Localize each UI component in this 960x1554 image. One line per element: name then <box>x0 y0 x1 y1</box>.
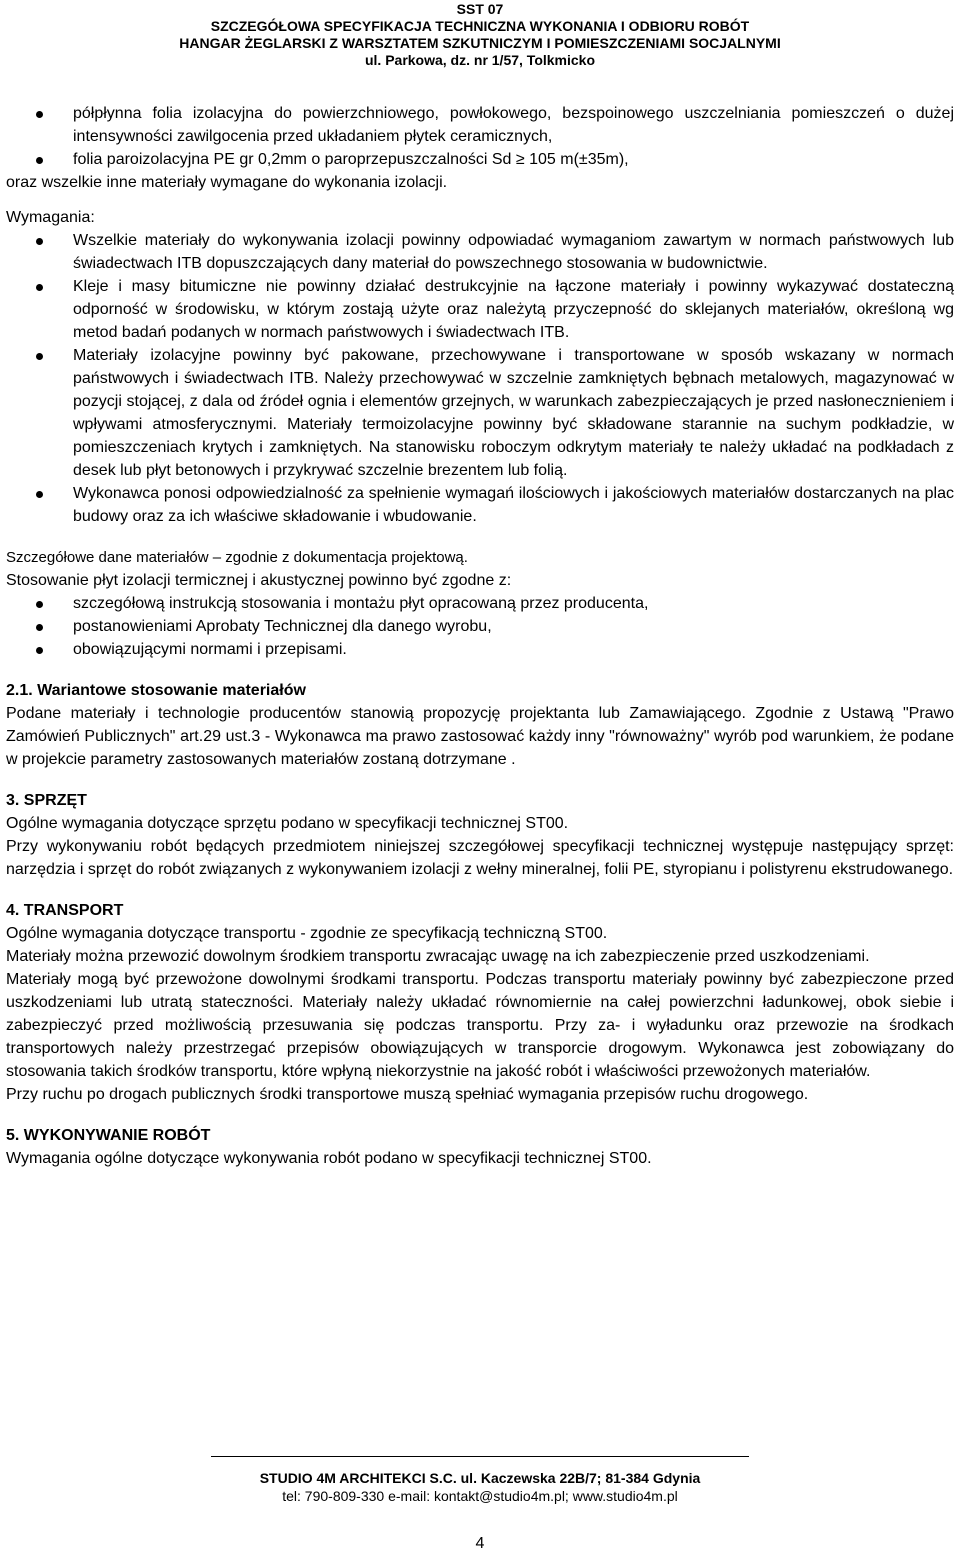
section-3-line-1: Ogólne wymagania dotyczące sprzętu podano w specyfikacji technicznej ST00. <box>6 815 569 832</box>
details-line-2: Stosowanie płyt izolacji termicznej i akustycznej powinno być zgodne z: <box>6 572 512 589</box>
section-4-paragraph-3: Przy ruchu po drogach publicznych środki transportowe muszą spełniać wymagania przepisów ruchu drogowego. <box>6 1086 809 1103</box>
list-item: Kleje i masy bitumiczne nie powinny działać destrukcyjnie na łączone materiały i powinny wykazywać dostateczną odporność w środowisku, w którym zostają użyte oraz należytą przyczepność do sklejanych materiałów, określoną wg metod badań podanych w normach państwowych i świadectwach ITB. <box>6 275 954 344</box>
list-item: Wszelkie materiały do wykonywania izolacji powinny odpowiadać wymaganiom zawartym w normach państwowych lub świadectwach ITB dopuszczających dany materiał do powszechnego stosowania w budownictwie. <box>6 229 954 275</box>
page-header <box>0 0 960 69</box>
page-number: 4 <box>475 1535 485 1552</box>
list-item: Materiały izolacyjne powinny być pakowane, przechowywane i transportowane w sposób wskazany w normach państwowych i świadectwach ITB. Należy przechowywać w szczelnie zamkniętych bębnach metalowych, magazynować w pozycji stojącej, z dala od źródeł ognia i elementów grzejnych, w warunkach zabezpieczających je przed nasłonecznieniem i wpływami atmosferycznymi. Materiały termoizolacyjne powinny być składowane starannie na suchym podkładzie, w pomieszczeniach krytych i zamkniętych. Na stanowisku roboczym odkrytym materiały te należy układać na podkładach z desek lub płyt betonowych i przykrywać szczelnie brezentem lub folią. <box>6 344 954 482</box>
section-4-paragraph-2: Materiały mogą być przewożone dowolnymi środkami transportu. Podczas transportu materiały powinny być zabezpieczone przed uszkodzeniami lub utratą stateczności. Materiały należy układać równomiernie na całej powierzchni ładunkowej, obok siebie i zabezpieczyć przed możliwością przesuwania się podczas transportu. Przy za- i wyładunku oraz przewozie na środkach transportowych należy przestrzegać przepisów obowiązujących w transporcie drogowym. Wykonawca jest zobowiązany do stosowania takich środków transportu, które wpłyną niekorzystnie na jakość robót i właściwości przewożonych materiałów. <box>6 971 954 1080</box>
spec-title: SZCZEGÓŁOWA SPECYFIKACJA TECHNICZNA WYKONANIA I ODBIORU ROBÓT <box>210 18 750 34</box>
spec-code: SST 07 <box>456 1 504 17</box>
list-item: postanowieniami Aprobaty Technicznej dla danego wyrobu, <box>6 615 954 638</box>
project-address: ul. Parkowa, dz. nr 1/57, Tolkmicko <box>364 52 596 68</box>
footer-company: STUDIO 4M ARCHITEKCI S.C. ul. Kaczewska 22B/7; 81-384 Gdynia <box>259 1470 701 1486</box>
footer-divider <box>211 1456 749 1457</box>
section-5-heading: 5. WYKONYWANIE ROBÓT <box>6 1127 211 1144</box>
footer-contact: tel: 790-809-330 e-mail: kontakt@studio4m.pl; www.studio4m.pl <box>282 1488 678 1504</box>
section-2-1-heading: 2.1. Wariantowe stosowanie materiałów <box>6 682 306 699</box>
page-footer <box>0 1456 960 1505</box>
document-body <box>6 102 954 1170</box>
details-list <box>6 592 954 661</box>
list-item: Wykonawca ponosi odpowiedzialność za spełnienie wymagań ilościowych i jakościowych materiałów dostarczanych na plac budowy oraz za ich właściwe składowanie i wbudowanie. <box>6 482 954 528</box>
section-3-text: Przy wykonywaniu robót będących przedmiotem niniejszej szczegółowej specyfikacji technicznej występuje następujący sprzęt: narzędzia i sprzęt do robót związanych z wykonywaniem izolacji z wełny mineralnej, folii PE, styropianu i polistyrenu ekstrudowanego. <box>6 838 954 878</box>
requirements-list <box>6 229 954 528</box>
section-2-1-text: Podane materiały i technologie producentów stanowią propozycję projektanta lub Zamawiającego. Zgodnie z Ustawą "Prawo Zamówień Publicznych" art.29 ust.3 - Wykonawca ma prawo zastosować każdy inny "równoważny" wyrób pod warunkiem, że podane w projekcie parametry zastosowanych materiałów zostaną dotrzymane . <box>6 705 954 768</box>
section-4-heading: 4. TRANSPORT <box>6 902 124 919</box>
intro-closing: oraz wszelkie inne materiały wymagane do wykonania izolacji. <box>6 174 448 191</box>
project-name: HANGAR ŻEGLARSKI Z WARSZTATEM SZKUTNICZYM I POMIESZCZENIAMI SOCJALNYMI <box>179 35 781 51</box>
section-3-heading: 3. SPRZĘT <box>6 792 87 809</box>
section-4-line-1: Ogólne wymagania dotyczące transportu - zgodnie ze specyfikacją techniczną ST00. <box>6 925 608 942</box>
section-4-paragraph-1: Materiały można przewozić dowolnym środkiem transportu zwracając uwagę na ich zabezpieczenie przed uszkodzeniami. <box>6 948 870 965</box>
intro-list <box>6 102 954 171</box>
details-line-1: Szczegółowe dane materiałów – zgodnie z dokumentacja projektową. <box>6 549 468 566</box>
list-item: folia paroizolacyjna PE gr 0,2mm o paroprzepuszczalności Sd ≥ 105 m(±35m), <box>6 148 954 171</box>
list-item: obowiązującymi normami i przepisami. <box>6 638 954 661</box>
requirements-heading: Wymagania: <box>6 209 95 226</box>
list-item: szczegółową instrukcją stosowania i montażu płyt opracowaną przez producenta, <box>6 592 954 615</box>
section-5-line-1: Wymagania ogólne dotyczące wykonywania robót podano w specyfikacji technicznej ST00. <box>6 1150 652 1167</box>
list-item: półpłynna folia izolacyjna do powierzchniowego, powłokowego, bezspoinowego uszczelniania pomieszczeń o dużej intensywności zawilgocenia przed układaniem płytek ceramicznych, <box>6 102 954 148</box>
